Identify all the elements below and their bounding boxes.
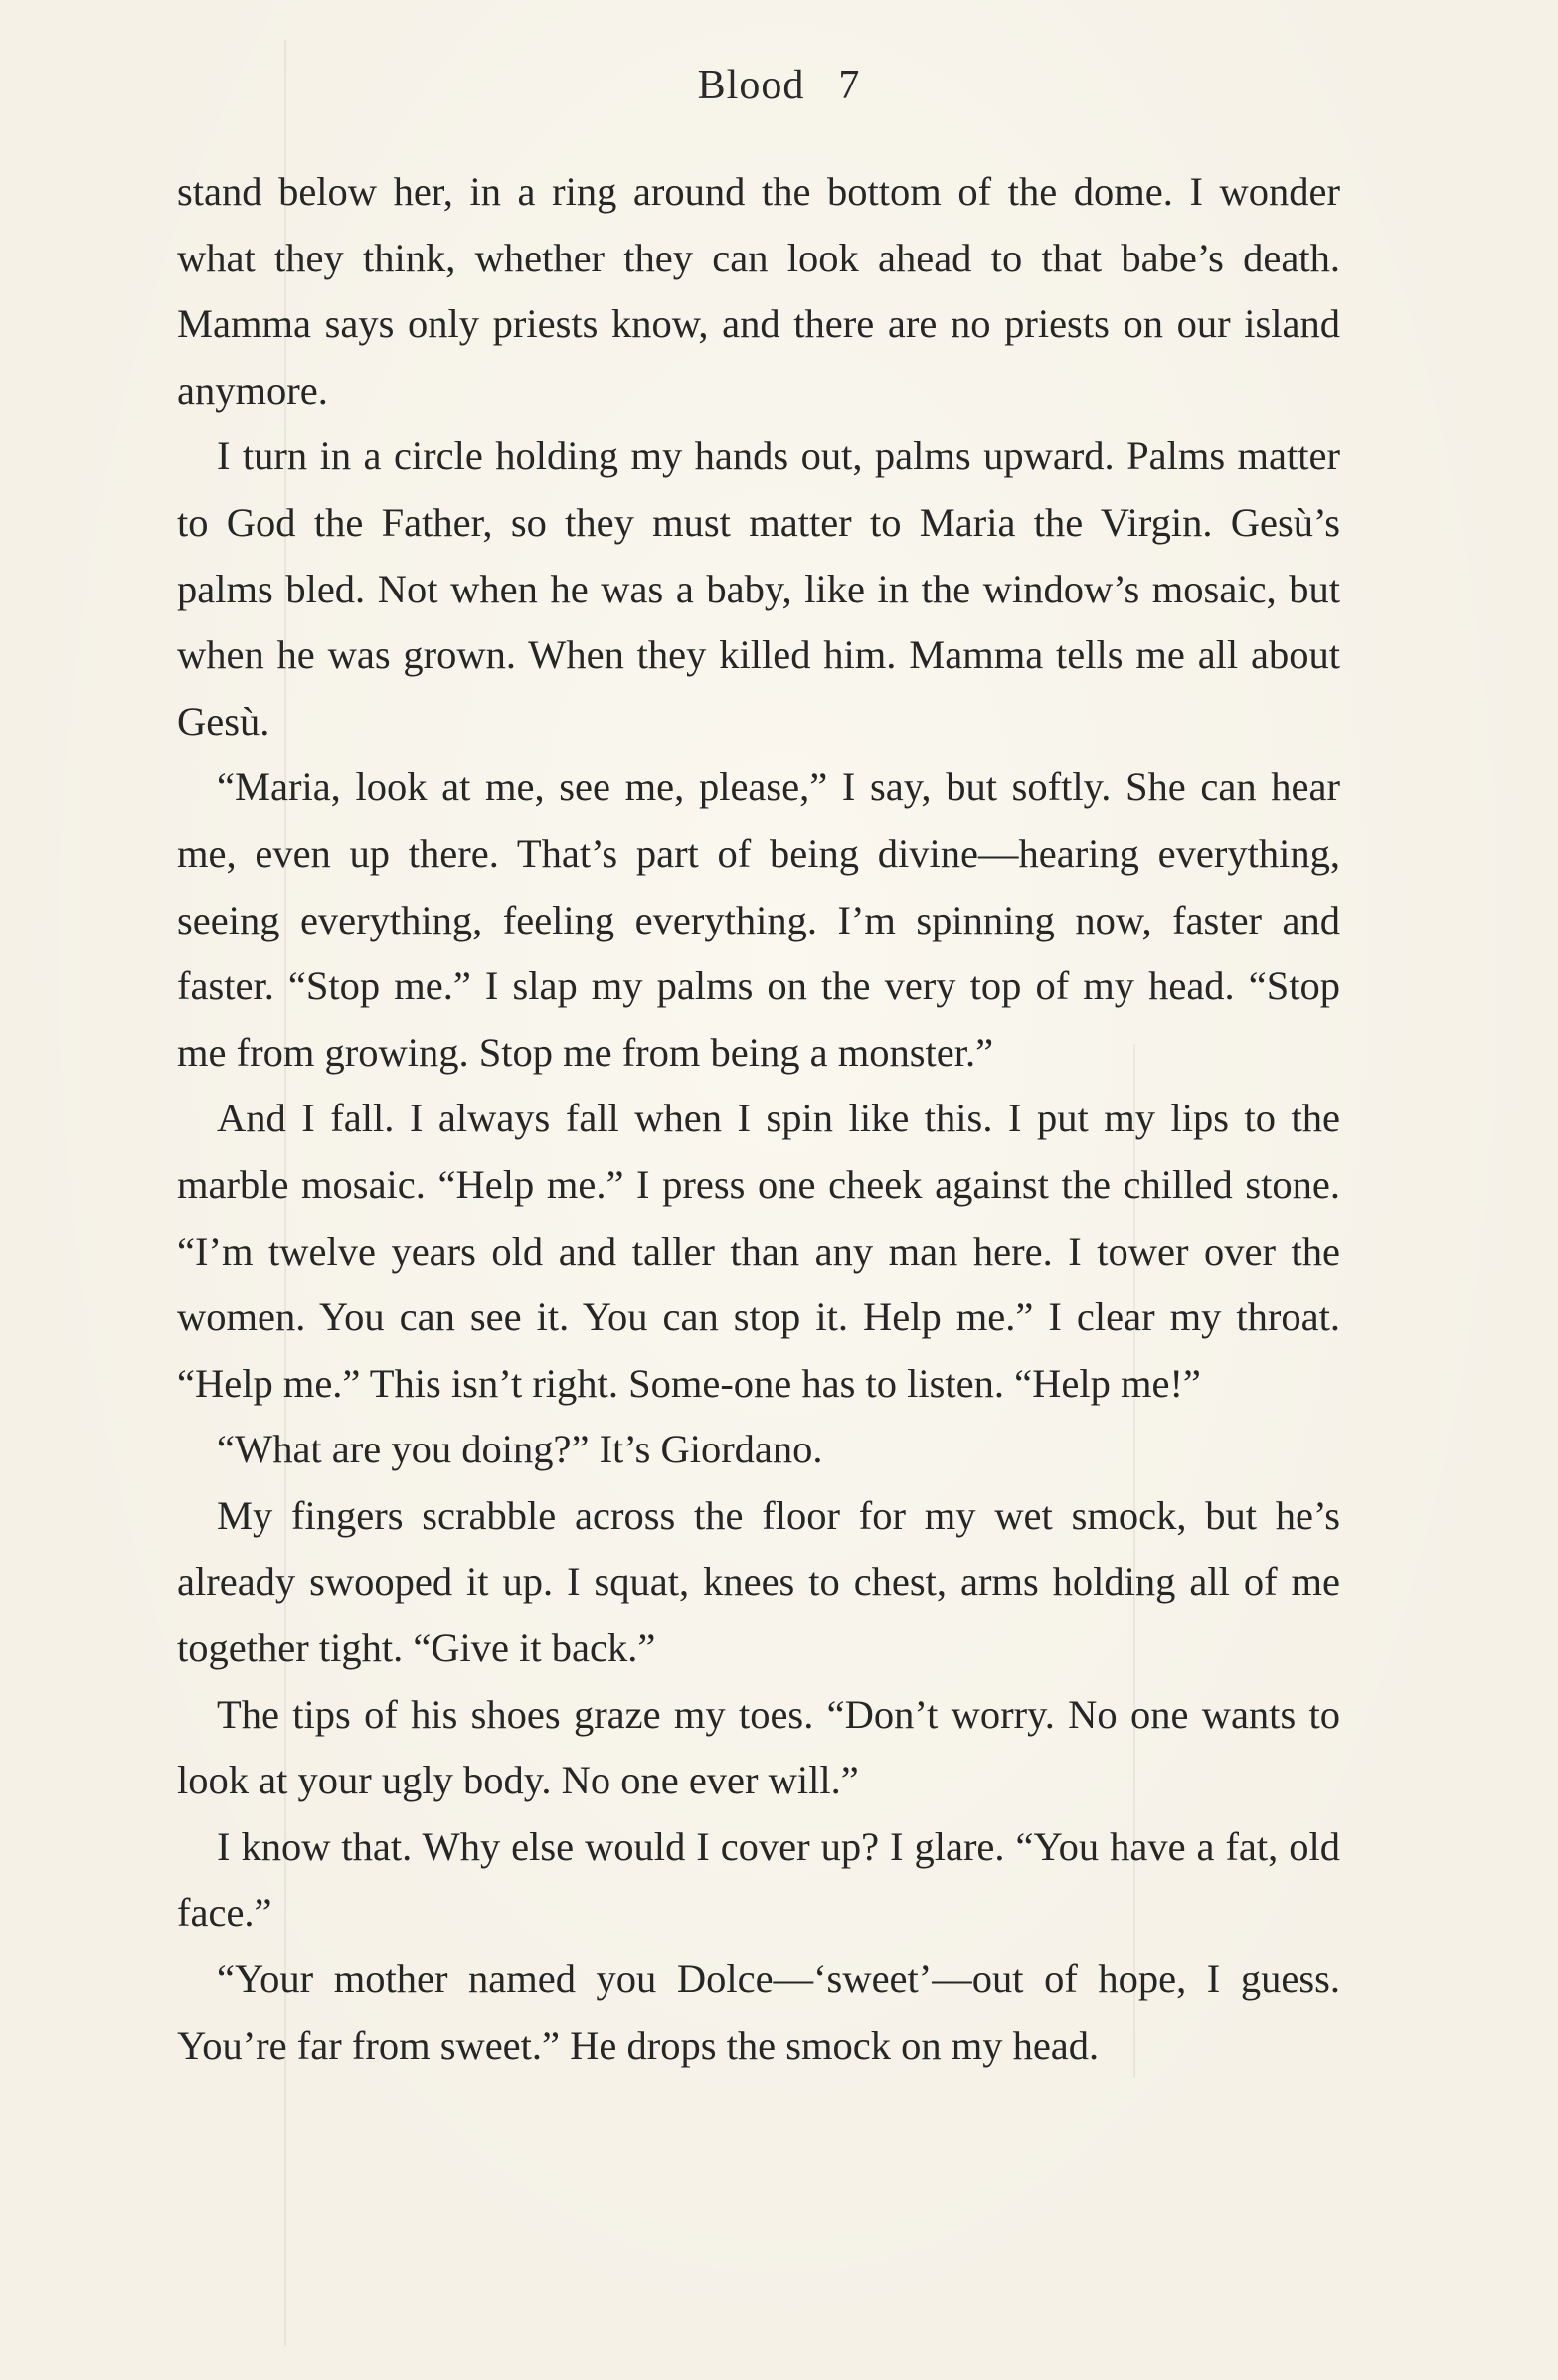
running-head <box>0 62 1558 109</box>
paragraph: “Your mother named you Dolce—‘sweet’—out of hope, I guess. You’re far from sweet.” He drops the smock on my head. <box>177 1956 1340 2068</box>
paragraph: And I fall. I always fall when I spin like this. I put my lips to the marble mosaic. “Help me.” I press one cheek against the chilled stone. “I’m twelve years old and taller than any man here. I tower over the women. You can see it. You can stop it. Help me.” I clear my throat. “Help me.” This isn’t right. Some-one has to listen. “Help me!” <box>177 1096 1340 1406</box>
paragraph: “Maria, look at me, see me, please,” I say, but softly. She can hear me, even up there. That’s part of being divine—hearing everything, seeing everything, feeling everything. I’m spinning now, faster and faster. “Stop me.” I slap my palms on the very top of my head. “Stop me from growing. Stop me from being a monster.” <box>177 765 1340 1075</box>
paragraph: stand below her, in a ring around the bottom of the dome. I wonder what they think, whether they can look ahead to that babe’s death. Mamma says only priests know, and there are no priests on our island anymore. <box>177 169 1340 413</box>
paragraph: The tips of his shoes graze my toes. “Don’t worry. No one wants to look at your ugly body. No one ever will.” <box>177 1691 1340 1803</box>
paragraph: “What are you doing?” It’s Giordano. <box>217 1427 823 1472</box>
paragraph: I turn in a circle holding my hands out, palms upward. Palms matter to God the Father, so they must matter to Maria the Virgin. Gesù’s palms bled. Not when he was a baby, like in the window’s mosaic, but when he was grown. When they killed him. Mamma tells me all about Gesù. <box>177 433 1340 744</box>
paragraph: I know that. Why else would I cover up? I glare. “You have a fat, old face.” <box>177 1823 1340 1936</box>
page-number: 7 <box>838 63 861 108</box>
chapter-title: Blood <box>697 63 805 108</box>
paragraph: My fingers scrabble across the floor for my wet smock, but he’s already swooped it up. I squat, knees to chest, arms holding all of me together tight. “Give it back.” <box>177 1492 1340 1671</box>
body-text <box>177 159 1340 2079</box>
